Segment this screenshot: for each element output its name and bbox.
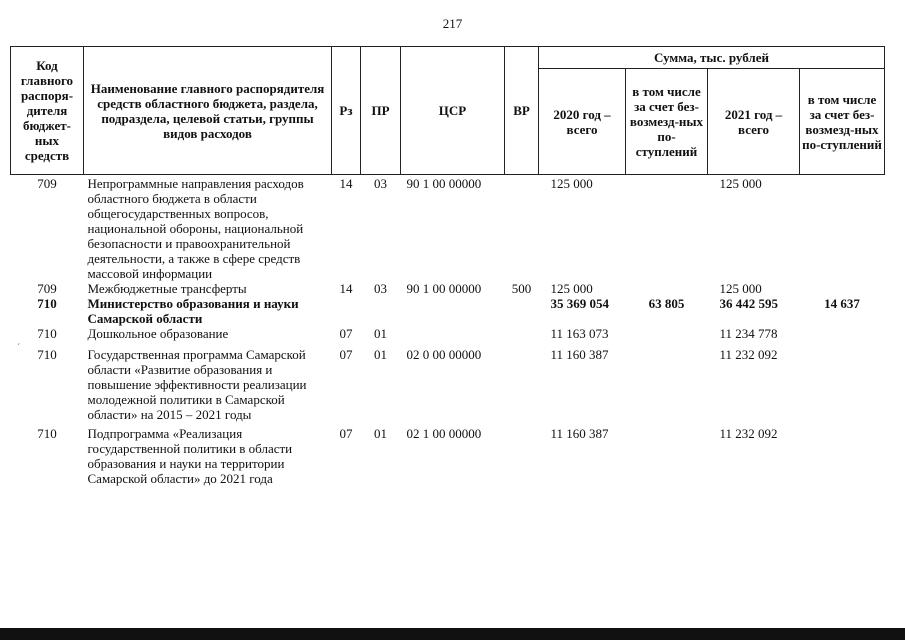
cell-2020-free	[626, 175, 708, 282]
header-pr: ПР	[361, 47, 401, 175]
header-2021-free: в том числе за счет без-возмезд-ных по-ступлений	[800, 69, 885, 175]
cell-rz: 14	[339, 176, 353, 191]
header-vr: ВР	[505, 47, 539, 175]
table-row	[11, 281, 885, 296]
cell-pr: 01	[374, 347, 387, 362]
cell-2020-total: 11 160 387	[550, 426, 609, 441]
cell-pr: 01	[374, 326, 387, 341]
cell-2020-total: 125 000	[550, 176, 593, 191]
cell-2021-free	[800, 422, 885, 486]
page-number: 217	[442, 16, 463, 31]
cell-vr	[505, 341, 539, 422]
cell-2020-total: 125 000	[550, 281, 593, 296]
cell-vr	[505, 422, 539, 486]
cell-2021-free: 14 637	[824, 296, 860, 311]
cell-rz	[332, 296, 361, 326]
cell-2021-free	[800, 281, 885, 296]
header-2021-total: 2021 год – всего	[708, 69, 800, 175]
cell-2020-free: 63 805	[648, 296, 685, 311]
cell-name: Государственная программа Самарской области «Развитие образования и повышение эффективности реализации молодежной политики в Самарской области» на 2015 – 2021 годы	[87, 347, 307, 422]
table-row	[11, 422, 885, 486]
cell-vr	[505, 296, 539, 326]
cell-2021-total: 11 232 092	[719, 426, 778, 441]
cell-code: 710	[37, 296, 57, 311]
cell-pr: 03	[374, 281, 387, 296]
cell-2021-free	[800, 341, 885, 422]
cell-csr: 02 1 00 00000	[406, 426, 482, 441]
cell-pr: 01	[374, 426, 387, 441]
budget-table	[10, 46, 885, 486]
cell-2020-free	[626, 281, 708, 296]
cell-2020-total: 11 160 387	[550, 347, 609, 362]
header-csr: ЦСР	[401, 47, 505, 175]
header-sum: Сумма, тыс. рублей	[539, 47, 885, 69]
cell-2021-total: 125 000	[719, 281, 762, 296]
cell-vr	[505, 175, 539, 282]
cell-name: Министерство образования и науки Самарской области	[87, 296, 299, 326]
cell-code: 709	[37, 176, 57, 191]
cell-2020-total: 11 163 073	[550, 326, 609, 341]
cell-rz: 14	[339, 281, 353, 296]
cell-code: 710	[37, 347, 57, 362]
cell-rz: 07	[339, 347, 353, 362]
header-code: Код главного распоря-дителя бюджет-ных средств	[11, 47, 84, 175]
cell-2021-total: 11 234 778	[719, 326, 778, 341]
cell-rz: 07	[339, 426, 353, 441]
header-name: Наименование главного распорядителя средств областного бюджета, раздела, подраздела, целевой статьи, группы видов расходов	[84, 47, 332, 175]
header-rz: Рз	[332, 47, 361, 175]
cell-code: 710	[37, 326, 57, 341]
cell-csr: 02 0 00 00000	[406, 347, 482, 362]
cell-2021-free	[800, 326, 885, 341]
cell-2021-total: 11 232 092	[719, 347, 778, 362]
cell-2021-total: 125 000	[719, 176, 762, 191]
header-2020-total: 2020 год – всего	[539, 69, 626, 175]
cell-vr	[505, 326, 539, 341]
header-2020-free: в том числе за счет без-возмезд-ных по-ступлений	[626, 69, 708, 175]
cell-name: Межбюджетные трансферты	[87, 281, 247, 296]
cell-name: Непрограммные направления расходов областного бюджета в области общегосударственных вопросов, национальной обороны, национальной безопасности и правоохранительной деятельности, а также в сфере средств массовой информации	[87, 176, 304, 281]
table-row	[11, 175, 885, 282]
table-row	[11, 341, 885, 422]
cell-name: Дошкольное образование	[87, 326, 229, 341]
cell-2020-total: 35 369 054	[550, 296, 609, 311]
cell-csr	[401, 296, 505, 326]
cell-2021-free	[800, 175, 885, 282]
cell-pr	[361, 296, 401, 326]
cell-pr: 03	[374, 176, 387, 191]
cell-name: Подпрограмма «Реализация государственной политики в области образования и науки на территории Самарской области» до 2021 года	[87, 426, 293, 486]
scan-edge-bar	[0, 628, 905, 640]
cell-csr: 90 1 00 00000	[406, 176, 482, 191]
cell-2020-free	[626, 326, 708, 341]
cell-2020-free	[626, 422, 708, 486]
cell-2020-free	[626, 341, 708, 422]
cell-csr: 90 1 00 00000	[406, 281, 482, 296]
cell-2021-total: 36 442 595	[719, 296, 778, 311]
table-row	[11, 296, 885, 326]
cell-csr	[401, 326, 505, 341]
table-row	[11, 326, 885, 341]
cell-code: 709	[37, 281, 57, 296]
cell-code: 710	[37, 426, 57, 441]
cell-vr: 500	[511, 281, 532, 296]
cell-rz: 07	[339, 326, 353, 341]
scan-mark: ´	[17, 343, 21, 354]
